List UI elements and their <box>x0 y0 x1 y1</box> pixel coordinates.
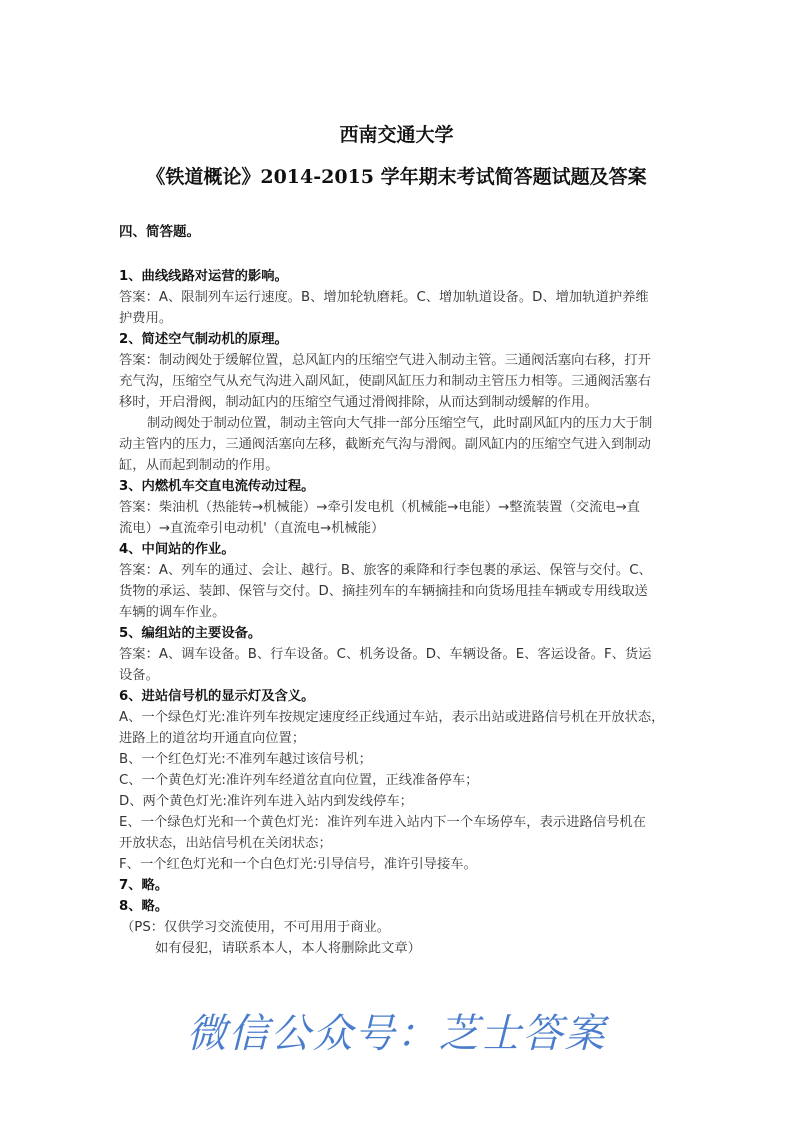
question-heading: 3、内燃机车交直电流传动过程。 <box>119 479 315 494</box>
answer-line: 答案：柴油机（热能转→机械能）→牵引发电机（机械能→电能）→整流装置（交流电→直 <box>119 500 641 515</box>
answer-line: C、一个黄色灯光:准许列车经道岔直向位置，正线准备停车； <box>119 773 479 788</box>
watermark: 微信公众号：芝士答案 <box>186 1011 607 1057</box>
answer-line: 充气沟，压缩空气从充气沟进入副风缸，使副风缸压力和制动主管压力相等。三通阀活塞右 <box>119 374 651 389</box>
answer-line: 设备。 <box>119 668 159 683</box>
answer-line: D、两个黄色灯光:准许列车进入站内到发线停车； <box>119 794 413 809</box>
document-subtitle: 《铁道概论》2014-2015 学年期末考试简答题试题及答案 <box>146 166 647 188</box>
question-heading: 2、简述空气制动机的原理。 <box>119 332 288 347</box>
question-heading: 5、编组站的主要设备。 <box>119 626 262 641</box>
question-heading: 8、略。 <box>119 899 169 914</box>
answer-line: 答案：A、调车设备。B、行车设备。C、机务设备。D、车辆设备。E、客运设备。F、货运 <box>119 647 652 662</box>
section-heading: 四、简答题。 <box>119 224 200 240</box>
answer-line: F、一个红色灯光和一个白色灯光:引导信号，准许引导接车。 <box>119 857 477 872</box>
document-title: 西南交通大学 <box>339 124 454 146</box>
question-heading: 7、略。 <box>119 878 169 893</box>
answer-line: （PS：仅供学习交流使用，不可用用于商业。 <box>121 920 391 935</box>
document-body <box>119 266 679 959</box>
answer-line: 货物的承运、装卸、保管与交付。D、摘挂列车的车辆摘挂和向货场甩挂车辆或专用线取送 <box>119 584 648 599</box>
answer-line: 流电）→直流牵引电动机'（直流电→机械能） <box>119 521 385 536</box>
answer-line: 护费用。 <box>119 311 173 326</box>
answer-line: E、一个绿色灯光和一个黄色灯光：准许列车进入站内下一个车场停车，表示进路信号机在 <box>119 815 646 830</box>
question-heading: 1、曲线线路对运营的影响。 <box>119 269 288 284</box>
answer-line: 动主管内的压力，三通阀活塞向左移，截断充气沟与滑阀。副风缸内的压缩空气进入到制动 <box>119 437 651 452</box>
answer-line: 答案：A、限制列车运行速度。B、增加轮轨磨耗。C、增加轨道设备。D、增加轨道护养维 <box>119 290 649 305</box>
answer-line: B、一个红色灯光:不准列车越过该信号机； <box>119 752 372 767</box>
answer-line: 进路上的道岔均开通直向位置； <box>119 731 306 746</box>
question-heading: 4、中间站的作业。 <box>119 542 235 557</box>
answer-line: 开放状态，出站信号机在关闭状态； <box>119 836 332 851</box>
answer-line: 移时，开启滑阀，制动缸内的压缩空气通过滑阀排除，从而达到制动缓解的作用。 <box>119 395 598 410</box>
answer-line: A、一个绿色灯光:准许列车按规定速度经正线通过车站，表示出站或进路信号机在开放状态， <box>119 710 665 725</box>
answer-line: 答案：制动阀处于缓解位置，总风缸内的压缩空气进入制动主管。三通阀活塞向右移，打开 <box>119 353 651 368</box>
answer-line: 车辆的调车作业。 <box>119 605 226 620</box>
question-heading: 6、进站信号机的显示灯及含义。 <box>119 689 315 704</box>
answer-line: 制动阀处于制动位置，制动主管向大气排一部分压缩空气，此时副风缸内的压力大于制 <box>147 416 653 431</box>
answer-line: 答案：A、列车的通过、会让、越行。B、旅客的乘降和行李包裹的承运、保管与交付。C、 <box>119 563 652 578</box>
answer-line: 缸，从而起到制动的作用。 <box>119 458 279 473</box>
answer-line: 如有侵犯，请联系本人，本人将删除此文章） <box>155 941 421 956</box>
